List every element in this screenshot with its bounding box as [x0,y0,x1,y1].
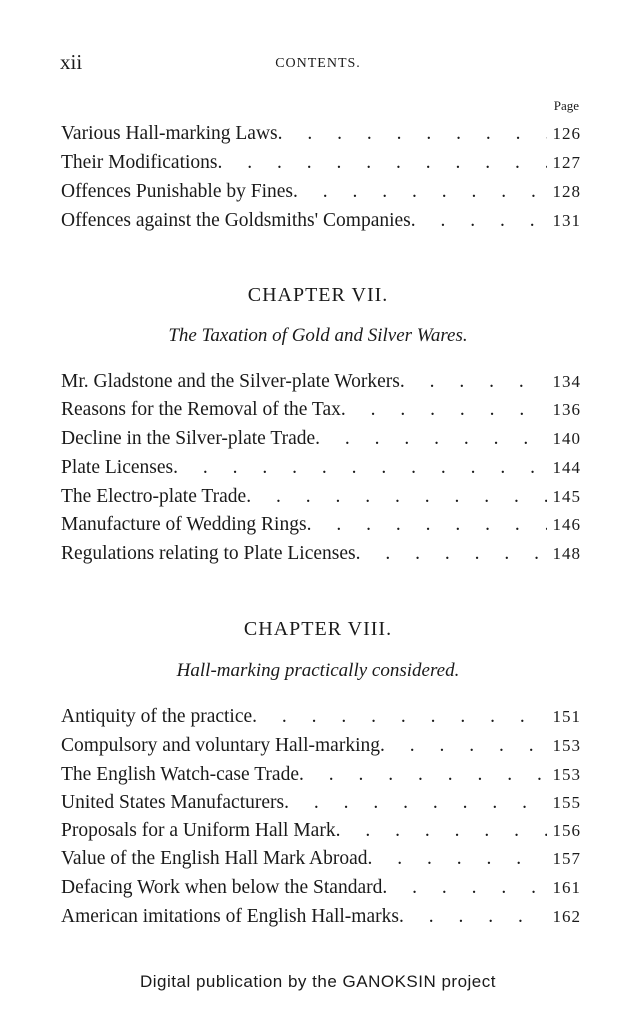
toc-entry-page: 128 [552,182,581,201]
toc-entry-page: 140 [552,429,581,448]
dot-leader [246,484,547,510]
dot-leader [299,762,547,788]
dot-leader [278,121,547,147]
dot-leader [382,875,547,901]
toc-entry [61,818,581,844]
toc-entry-title: Offences Punishable by Fines [61,181,293,202]
page-column-label: Page [553,98,579,113]
chapter-subtitle: Hall-marking practically considered. [176,660,460,681]
toc-entry-title: Antiquity of the practice [61,706,253,727]
toc-entry-page: 153 [552,736,581,755]
dot-leader [356,541,547,567]
toc-entry [61,369,581,395]
toc-entry-title: Offences against the Goldsmiths' Companies [61,210,411,231]
dot-leader [173,455,547,481]
dot-leader [218,150,547,176]
toc-entry-page: 162 [552,907,581,926]
dot-leader [336,818,547,844]
chapter-heading: CHAPTER VIII. [243,618,393,640]
toc-entry [61,704,581,730]
toc-entry-page: 127 [552,153,581,172]
toc-entry-page: 131 [552,211,581,230]
page-number: xii [60,50,83,74]
dot-leader [411,208,547,234]
toc-entry-title: Value of the English Hall Mark Abroad [61,848,368,869]
dot-leader [307,512,547,538]
toc-entry-page: 126 [552,124,581,143]
toc-entry [61,426,581,452]
toc-entry-page: 156 [552,821,581,840]
toc-entry-page: 157 [552,849,581,868]
dot-leader [293,179,547,205]
toc-entry-title: Mr. Gladstone and the Silver-plate Workers [61,371,400,392]
toc-entry [61,762,581,788]
toc-entry-title: United States Manufacturers [61,792,285,813]
toc-entry [61,904,581,930]
toc-entry-title: Proposals for a Uniform Hall Mark [61,820,336,841]
toc-entry [61,512,581,538]
toc-entry-title: Plate Licenses [61,457,174,478]
toc-entry-title: The English Watch-case Trade [61,764,299,785]
dot-leader [341,397,547,423]
toc-entry-page: 146 [552,515,581,534]
toc-entry [61,733,581,759]
chapter-heading: CHAPTER VII. [247,284,389,306]
toc-entry [61,484,581,510]
toc-entry-page: 155 [552,793,581,812]
toc-entry-page: 144 [552,458,581,477]
toc-entry [61,150,581,176]
toc-entry-title: Decline in the Silver-plate Trade [61,428,316,449]
toc-entry-page: 136 [552,400,581,419]
toc-entry-title: Reasons for the Removal of the Tax [61,399,341,420]
toc-entry-page: 145 [552,487,581,506]
toc-entry-title: The Electro-plate Trade [61,486,247,507]
toc-entry [61,455,581,481]
toc-entry-title: Compulsory and voluntary Hall-marking [61,735,380,756]
toc-entry-page: 134 [552,372,581,391]
toc-entry [61,208,581,234]
toc-entry [61,397,581,423]
toc-entry-page: 151 [552,707,581,726]
toc-entry-page: 153 [552,765,581,784]
toc-entry-title: Regulations relating to Plate Licenses [61,543,356,564]
toc-entry-title: Defacing Work when below the Standard [61,877,383,898]
toc-entry-title: Various Hall-marking Laws [61,123,278,144]
publication-footer: Digital publication by the GANOKSIN project [140,972,496,991]
dot-leader [315,426,547,452]
toc-entry [61,541,581,567]
running-title: CONTENTS. [275,56,361,71]
dot-leader [252,704,547,730]
toc-entry-title: Manufacture of Wedding Rings [61,514,307,535]
toc-entry-page: 148 [552,544,581,563]
toc-entry-page: 161 [552,878,581,897]
toc-entry-title: American imitations of English Hall-marks [61,906,399,927]
toc-entry [61,790,581,816]
toc-entry [61,875,581,901]
chapter-subtitle: The Taxation of Gold and Silver Wares. [168,325,468,346]
dot-leader [368,846,547,872]
toc-entry [61,179,581,205]
toc-entry [61,121,581,147]
dot-leader [284,790,547,816]
toc-entry [61,846,581,872]
dot-leader [380,733,547,759]
toc-entry-title: Their Modifications [61,152,218,173]
dot-leader [400,369,547,395]
dot-leader [399,904,547,930]
